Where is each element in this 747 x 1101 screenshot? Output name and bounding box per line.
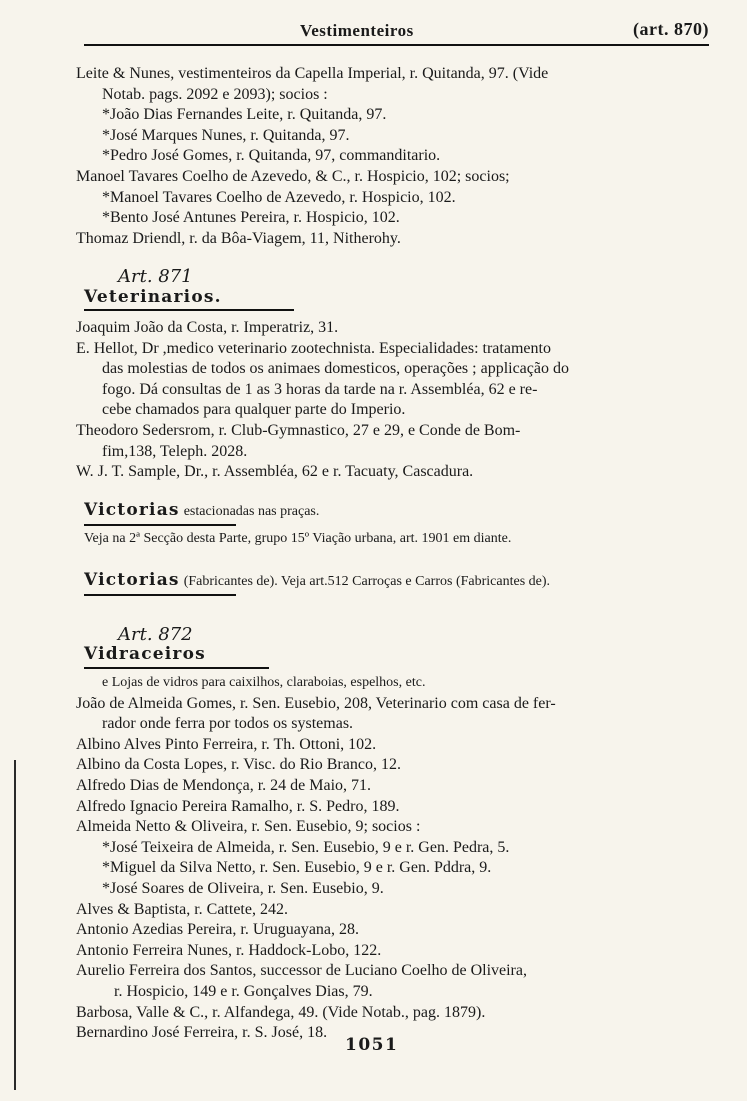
entry-line: Theodoro Sedersrom, r. Club-Gymnastico, 27 e 29, e Conde de Bom- [76, 421, 521, 439]
header-article: (art. 870) [633, 19, 709, 39]
section-title-victorias: Victorias [84, 500, 180, 520]
entry-line: fogo. Dá consultas de 1 as 3 horas da tarde na r. Assembléa, 62 e re- [102, 380, 538, 398]
victorias-fabricantes [84, 570, 724, 596]
partner-line: *Pedro José Gomes, r. Quitanda, 97, commanditario. [102, 147, 441, 165]
entry-line: rador onde ferra por todos os systemas. [102, 715, 354, 733]
entry-line: Leite & Nunes, vestimenteiros da Capella Imperial, r. Quitanda, 97. (Vide [76, 65, 549, 82]
section-title-veterinarios: Veterinarios. [84, 287, 222, 307]
entry-line: Bernardino José Ferreira, r. S. José, 18. [76, 1024, 328, 1042]
article-number-871: Art. 871 [118, 266, 193, 287]
entry-line: fim,138, Teleph. 2028. [102, 442, 248, 460]
entry-line: Alves & Baptista, r. Cattete, 242. [76, 900, 288, 918]
header-rule [84, 44, 709, 46]
partner-line: *José Marques Nunes, r. Quitanda, 97. [102, 126, 350, 144]
page-number: 1051 [345, 1035, 399, 1055]
veterinarios-entries [76, 318, 721, 483]
entry-line: Almeida Netto & Oliveira, r. Sen. Eusebio, 9; socios : [76, 818, 421, 836]
entry-line: W. J. T. Sample, Dr., r. Assembléa, 62 e r. Tacuaty, Cascadura. [76, 463, 474, 481]
entry-line: Thomaz Driendl, r. da Bôa-Viagem, 11, Nitherohy. [76, 229, 401, 247]
section-title-victorias: Victorias [84, 570, 180, 590]
cross-reference: Veja na 2ª Secção desta Parte, grupo 15º Viação urbana, art. 1901 em diante. [84, 530, 512, 546]
entry-line: E. Hellot, Dr ,medico veterinario zootechnista. Especialidades: tratamento [76, 339, 551, 357]
section-rule [84, 667, 269, 669]
partner-line: *Bento José Antunes Pereira, r. Hospicio, 102. [102, 209, 400, 227]
partner-line: *José Teixeira de Almeida, r. Sen. Eusebio, 9 e r. Gen. Pedra, 5. [102, 838, 510, 856]
victorias-estacionadas [84, 500, 724, 549]
entry-line: Alfredo Ignacio Pereira Ramalho, r. S. Pedro, 189. [76, 797, 400, 815]
entry-line: Albino Alves Pinto Ferreira, r. Th. Ottoni, 102. [76, 735, 377, 753]
running-header [300, 18, 709, 44]
entry-line: Joaquim João da Costa, r. Imperatriz, 31. [76, 319, 339, 336]
section-subtitle: estacionadas nas praças. [183, 504, 320, 519]
header-title: Vestimenteiros [300, 21, 414, 40]
entry-line: João de Almeida Gomes, r. Sen. Eusebio, 208, Veterinario com casa de fer- [76, 694, 556, 712]
entry-line: Antonio Azedias Pereira, r. Uruguayana, 28. [76, 921, 360, 939]
margin-rule [14, 760, 16, 1090]
cross-reference: (Fabricantes de). Veja art.512 Carroças e Carros (Fabricantes de). [183, 574, 551, 589]
partner-line: *João Dias Fernandes Leite, r. Quitanda, 97. [102, 106, 387, 124]
entry-line: das molestias de todos os animaes domesticos, operações ; applicação do [102, 360, 569, 378]
partner-line: *José Soares de Oliveira, r. Sen. Eusebio, 9. [102, 879, 384, 897]
section-rule [84, 594, 236, 596]
entry-line: Antonio Ferreira Nunes, r. Haddock-Lobo, 122. [76, 941, 382, 959]
entry-line: Alfredo Dias de Mendonça, r. 24 de Maio, 71. [76, 776, 372, 794]
partner-line: *Manoel Tavares Coelho de Azevedo, r. Hospicio, 102. [102, 188, 456, 206]
section-title-vidraceiros: Vidraceiros [84, 644, 206, 664]
partner-line: *Miguel da Silva Netto, r. Sen. Eusebio, 9 e r. Gen. Pddra, 9. [102, 859, 492, 877]
vidraceiros-entries [76, 673, 721, 1044]
vestimenteiros-entries [76, 64, 721, 249]
article-number-872: Art. 872 [118, 624, 193, 645]
section-rule [84, 524, 236, 526]
entry-line: Manoel Tavares Coelho de Azevedo, & C., r. Hospicio, 102; socios; [76, 167, 510, 185]
entry-line: Albino da Costa Lopes, r. Visc. do Rio Branco, 12. [76, 756, 401, 774]
entry-line: Barbosa, Valle & C., r. Alfandega, 49. (Vide Notab., pag. 1879). [76, 1003, 486, 1021]
entry-line: Notab. pags. 2092 e 2093); socios : [102, 85, 328, 103]
section-subtitle: e Lojas de vidros para caixilhos, claraboias, espelhos, etc. [102, 675, 426, 690]
section-rule [84, 309, 294, 311]
entry-line: Aurelio Ferreira dos Santos, successor de Luciano Coelho de Oliveira, [76, 962, 527, 980]
entry-line: cebe chamados para qualquer parte do Imperio. [102, 401, 406, 419]
entry-line: r. Hospicio, 149 e r. Gonçalves Dias, 79. [114, 982, 373, 1000]
